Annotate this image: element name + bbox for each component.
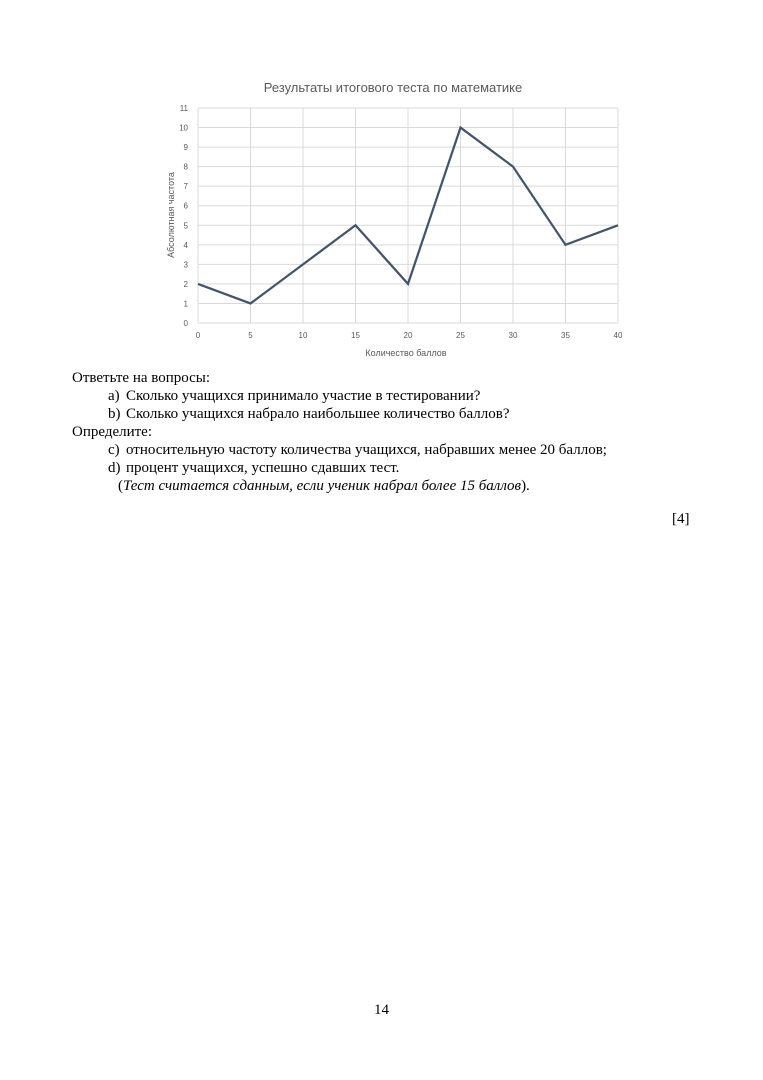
question-d bbox=[108, 459, 399, 477]
chart-grid bbox=[198, 108, 618, 323]
x-tick-label: 35 bbox=[561, 331, 570, 340]
y-axis-ticks bbox=[179, 104, 188, 328]
question-b bbox=[108, 405, 510, 423]
y-tick-label: 3 bbox=[183, 260, 188, 270]
x-tick-label: 30 bbox=[508, 331, 518, 340]
pass-note-open: ( bbox=[118, 478, 123, 494]
y-axis-label: Абсолютная частота bbox=[166, 172, 176, 258]
x-axis-label: Количество баллов bbox=[365, 348, 447, 358]
x-tick-label: 15 bbox=[351, 331, 360, 340]
question-c bbox=[108, 441, 607, 459]
x-tick-label: 0 bbox=[195, 331, 201, 340]
question-d-marker: d) bbox=[108, 460, 121, 476]
question-b-marker: b) bbox=[108, 406, 121, 422]
y-tick-label: 0 bbox=[183, 319, 188, 328]
question-a-marker: a) bbox=[108, 388, 120, 404]
chart-title: Результаты итогового теста по математике bbox=[263, 80, 523, 95]
x-axis-ticks bbox=[196, 331, 623, 340]
y-tick-label: 6 bbox=[183, 201, 188, 211]
determine-heading: Определите: bbox=[72, 424, 153, 440]
y-tick-label: 5 bbox=[183, 221, 188, 231]
page-number: 14 bbox=[374, 1002, 389, 1018]
x-tick-label: 40 bbox=[613, 331, 623, 340]
x-tick-label: 5 bbox=[248, 331, 253, 340]
pass-note-text: Тест считается сданным, если ученик набрал более 15 баллов bbox=[123, 478, 522, 494]
questions-intro: Ответьте на вопросы: bbox=[72, 370, 211, 386]
question-a bbox=[108, 387, 480, 405]
x-tick-label: 20 bbox=[403, 331, 413, 340]
y-tick-label: 7 bbox=[183, 182, 188, 192]
pass-note bbox=[118, 477, 530, 495]
question-a-text: Сколько учащихся принимало участие в тестировании? bbox=[126, 388, 481, 404]
marks-badge: [4] bbox=[672, 511, 690, 527]
y-tick-label: 4 bbox=[183, 240, 188, 250]
line-chart bbox=[160, 72, 640, 362]
x-tick-label: 25 bbox=[456, 331, 465, 340]
question-c-marker: c) bbox=[108, 442, 120, 458]
y-tick-label: 2 bbox=[183, 279, 188, 289]
question-d-text: процент учащихся, успешно сдавших тест. bbox=[126, 460, 400, 476]
x-tick-label: 10 bbox=[298, 331, 308, 340]
y-tick-label: 9 bbox=[183, 143, 188, 153]
y-tick-label: 11 bbox=[179, 104, 188, 113]
question-b-text: Сколько учащихся набрало наибольшее количество баллов? bbox=[126, 406, 510, 422]
question-c-text: относительную частоту количества учащихся, набравших менее 20 баллов; bbox=[126, 442, 607, 458]
y-tick-label: 8 bbox=[183, 162, 188, 172]
y-tick-label: 1 bbox=[183, 299, 188, 309]
y-tick-label: 10 bbox=[179, 123, 188, 133]
pass-note-close: ). bbox=[521, 478, 530, 494]
